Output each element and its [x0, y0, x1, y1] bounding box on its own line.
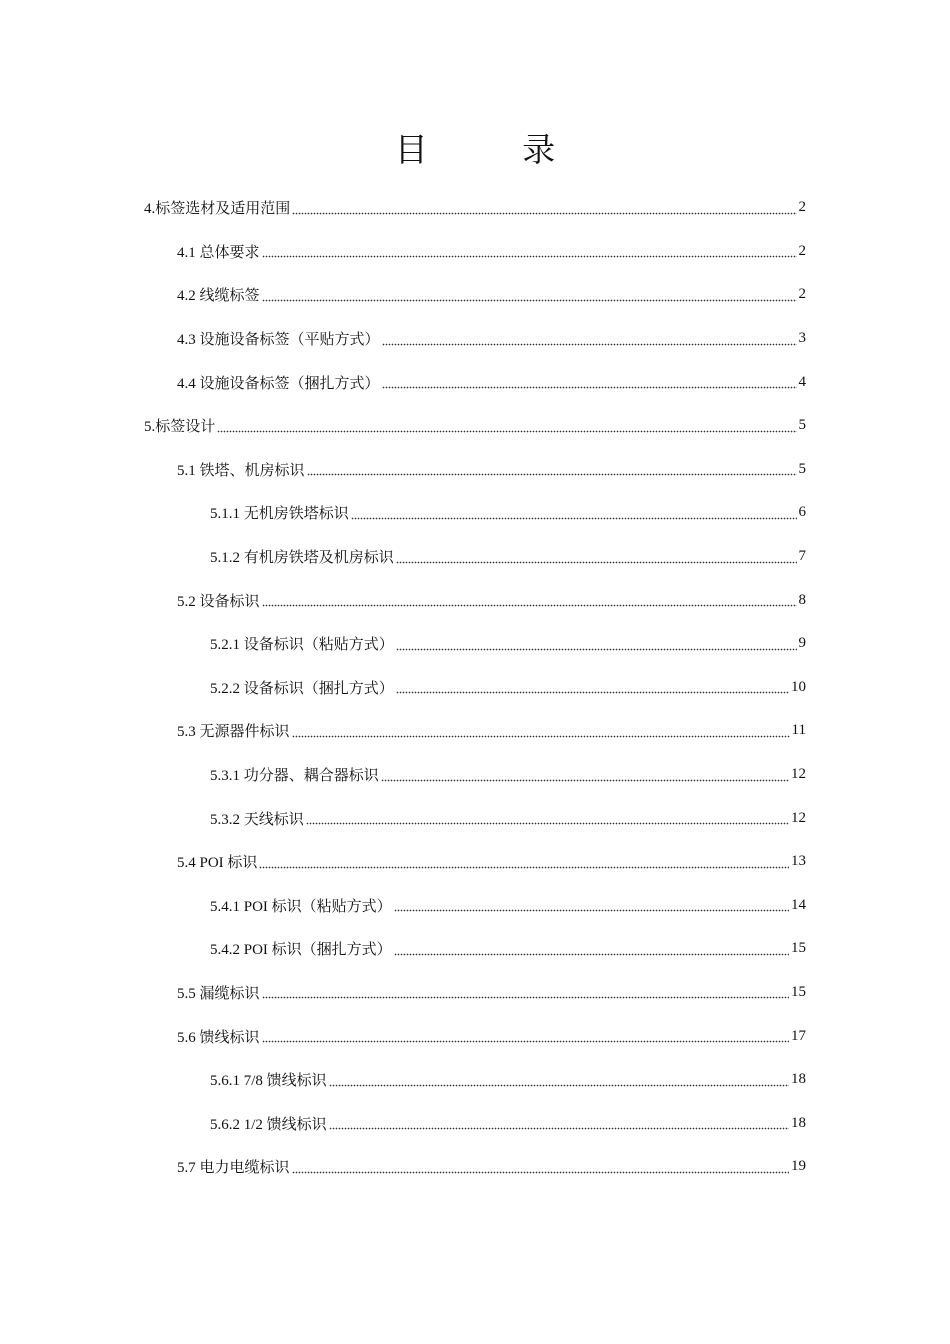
toc-entry-page-number: 2	[798, 286, 806, 303]
toc-entry[interactable]	[177, 971, 806, 1015]
toc-entry-page-number: 10	[791, 678, 806, 695]
toc-leader-dots	[396, 552, 797, 564]
toc-leader-dots	[307, 464, 797, 476]
page-title: 目 录	[394, 130, 598, 169]
toc-entry[interactable]	[210, 796, 806, 840]
toc-leader-dots	[262, 987, 789, 999]
toc-entry[interactable]	[177, 1145, 806, 1189]
toc-entry[interactable]	[177, 578, 806, 622]
toc-entry-label: 4.2 线缆标签	[177, 288, 260, 305]
toc-entry[interactable]	[210, 1058, 806, 1102]
toc-entry[interactable]	[210, 927, 806, 971]
toc-entry-page-number: 14	[791, 896, 806, 913]
toc-leader-dots	[381, 770, 789, 782]
toc-entry-label: 4.标签选材及适用范围	[144, 201, 291, 218]
toc-entry[interactable]	[210, 753, 806, 797]
toc-entry-page-number: 9	[798, 635, 806, 652]
toc-entry-label: 5.2 设备标识	[177, 593, 260, 610]
toc-entry-page-number: 5	[798, 417, 806, 434]
toc-leader-dots	[329, 1075, 789, 1087]
toc-entry-page-number: 3	[798, 330, 806, 347]
toc-leader-dots	[306, 813, 789, 825]
toc-entry-page-number: 5	[798, 460, 806, 477]
toc-entry-label: 5.4.1 POI 标识（粘贴方式）	[210, 898, 392, 915]
toc-entry-page-number: 19	[791, 1158, 806, 1175]
toc-leader-dots	[394, 900, 789, 912]
toc-entry[interactable]	[210, 535, 806, 579]
toc-leader-dots	[262, 1031, 789, 1043]
toc-entry-label: 5.6 馈线标识	[177, 1029, 260, 1046]
toc-entry-page-number: 18	[791, 1114, 806, 1131]
toc-entry[interactable]	[177, 273, 806, 317]
toc-entry[interactable]	[210, 622, 806, 666]
toc-entry-page-number: 18	[791, 1071, 806, 1088]
toc-entry-page-number: 4	[798, 373, 806, 390]
toc-entry-label: 5.1.2 有机房铁塔及机房标识	[210, 550, 394, 567]
toc-entry[interactable]	[210, 491, 806, 535]
toc-entry-label: 5.2.1 设备标识（粘贴方式）	[210, 637, 394, 654]
toc-entry[interactable]	[177, 230, 806, 274]
toc-leader-dots	[396, 682, 789, 694]
toc-entry-label: 5.6.1 7/8 馈线标识	[210, 1073, 327, 1090]
toc-entry[interactable]	[177, 448, 806, 492]
toc-leader-dots	[217, 421, 796, 433]
toc-entry[interactable]	[177, 317, 806, 361]
toc-leader-dots	[382, 334, 797, 346]
toc-leader-dots	[292, 203, 796, 215]
toc-entry-label: 5.4 POI 标识	[177, 855, 258, 872]
toc-entry-page-number: 15	[791, 983, 806, 1000]
toc-leader-dots	[262, 595, 797, 607]
toc-entry-label: 5.3.2 天线标识	[210, 811, 304, 828]
toc-entry[interactable]	[144, 404, 806, 448]
toc-entry-label: 4.4 设施设备标签（捆扎方式）	[177, 375, 380, 392]
toc-entry-page-number: 15	[791, 940, 806, 957]
toc-entry-page-number: 13	[791, 853, 806, 870]
toc-entry-page-number: 2	[798, 242, 806, 259]
toc-entry[interactable]	[210, 1101, 806, 1145]
toc-entry[interactable]	[177, 709, 806, 753]
toc-entry-page-number: 12	[791, 766, 806, 783]
toc-leader-dots	[396, 639, 797, 651]
toc-entry-label: 5.4.2 POI 标识（捆扎方式）	[210, 942, 392, 959]
toc-entry-label: 5.5 漏缆标识	[177, 985, 260, 1002]
toc-entry[interactable]	[210, 666, 806, 710]
toc-leader-dots	[259, 857, 789, 869]
toc-leader-dots	[351, 508, 797, 520]
toc-leader-dots	[262, 246, 797, 258]
toc-entry-page-number: 8	[798, 591, 806, 608]
toc-entry-page-number: 6	[798, 504, 806, 521]
toc-entry-page-number: 2	[798, 199, 806, 216]
toc-leader-dots	[262, 290, 797, 302]
toc-entry[interactable]	[177, 360, 806, 404]
toc-entry[interactable]	[144, 186, 806, 230]
toc-leader-dots	[394, 944, 789, 956]
toc-leader-dots	[329, 1118, 789, 1130]
toc-entry[interactable]	[177, 1014, 806, 1058]
toc-entry-page-number: 7	[798, 548, 806, 565]
toc-entry-label: 5.6.2 1/2 馈线标识	[210, 1116, 327, 1133]
toc-entry-label: 5.7 电力电缆标识	[177, 1160, 290, 1177]
toc-entry-page-number: 12	[791, 809, 806, 826]
toc-entry-label: 5.2.2 设备标识（捆扎方式）	[210, 680, 394, 697]
toc-leader-dots	[382, 377, 797, 389]
toc-entry-label: 4.3 设施设备标签（平贴方式）	[177, 332, 380, 349]
toc-leader-dots	[292, 1162, 789, 1174]
toc-entry-label: 5.3.1 功分器、耦合器标识	[210, 768, 379, 785]
toc-entry-page-number: 17	[791, 1027, 806, 1044]
toc-entry[interactable]	[177, 840, 806, 884]
toc-entry-label: 5.标签设计	[144, 419, 216, 436]
toc-entry-label: 5.1.1 无机房铁塔标识	[210, 506, 349, 523]
toc-entry-label: 4.1 总体要求	[177, 244, 260, 261]
toc-entry-label: 5.1 铁塔、机房标识	[177, 462, 305, 479]
toc-entry-page-number: 11	[791, 722, 806, 739]
table-of-contents	[0, 186, 950, 1189]
toc-entry[interactable]	[210, 884, 806, 928]
toc-entry-label: 5.3 无源器件标识	[177, 724, 290, 741]
toc-leader-dots	[292, 726, 790, 738]
